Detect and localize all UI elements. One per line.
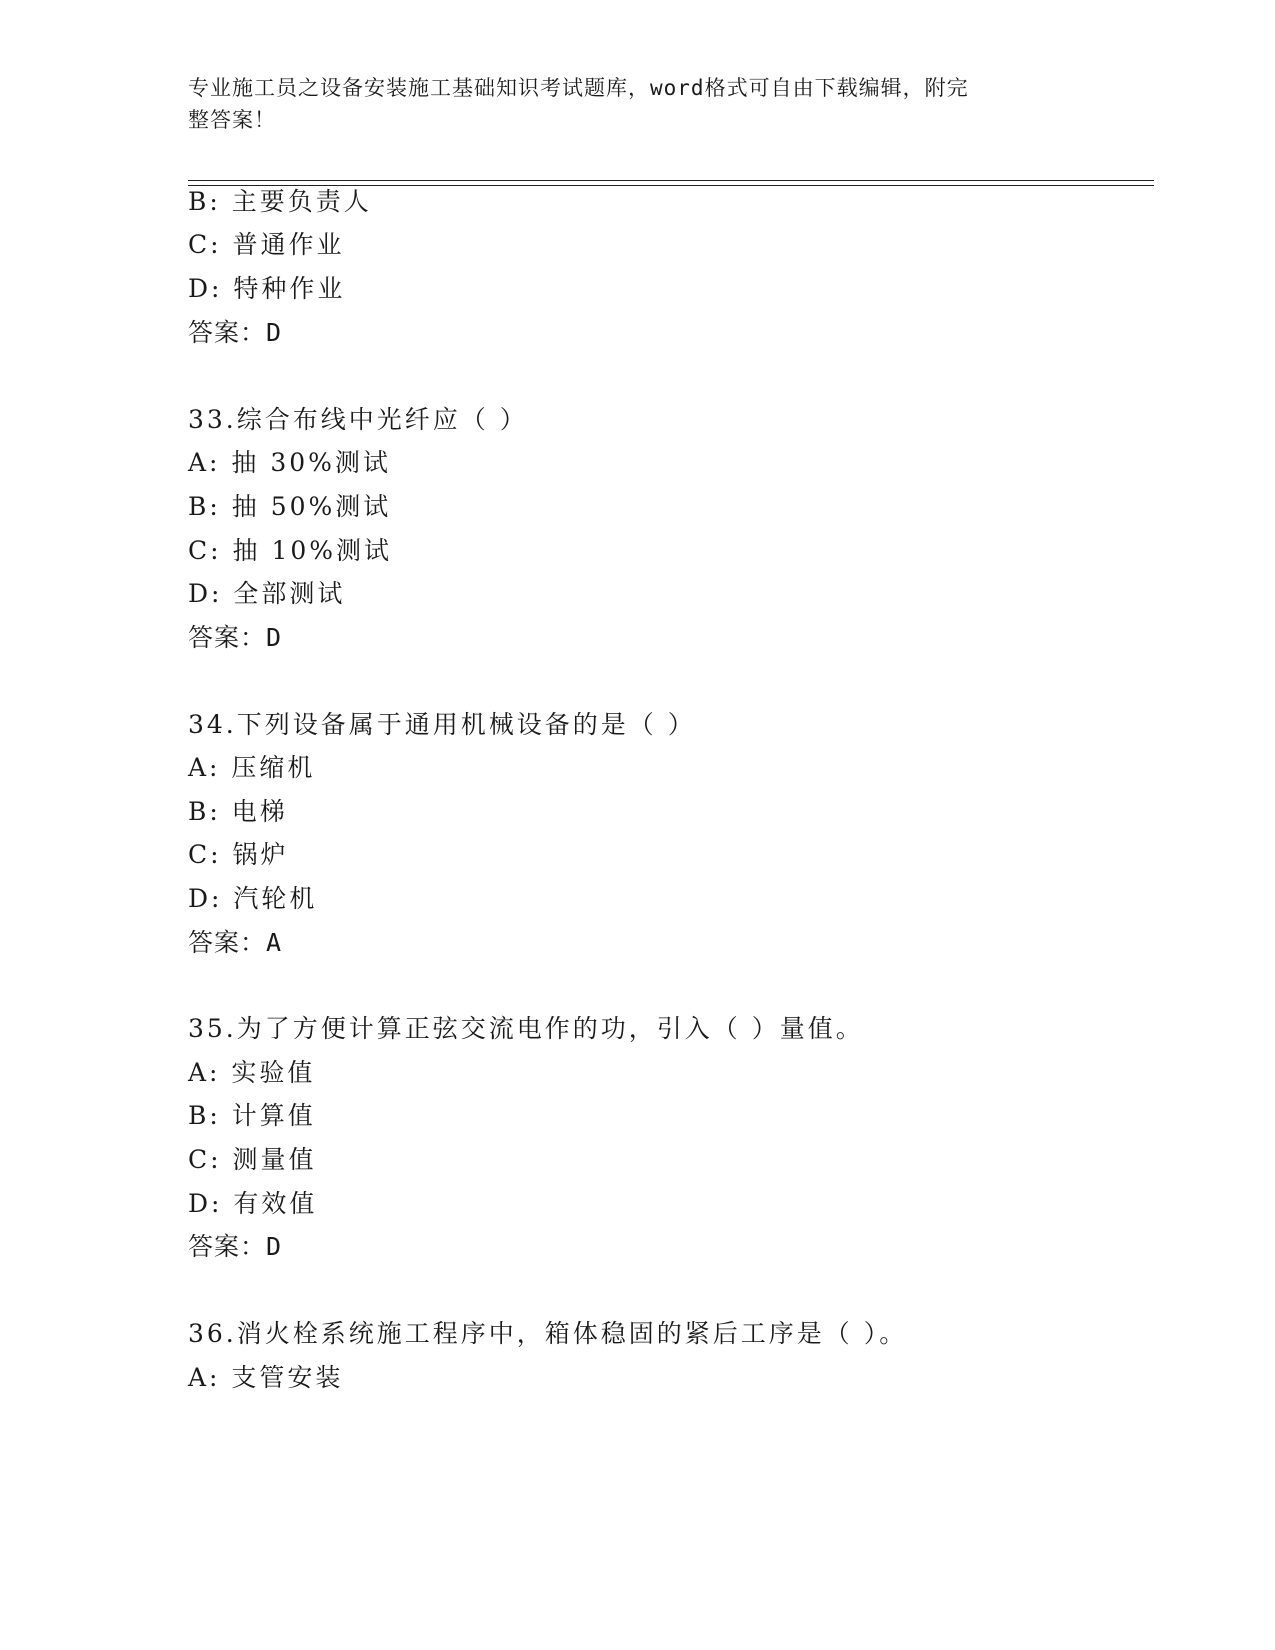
option-b: B: 电梯 — [188, 797, 288, 826]
option-a: A: 压缩机 — [188, 753, 316, 782]
answer-line: 答案：A — [188, 928, 283, 957]
option-c: C: 锅炉 — [188, 840, 289, 869]
option-d: D: 有效值 — [188, 1189, 318, 1218]
answer-line: 答案：D — [188, 623, 283, 652]
option-a: A: 抽 30%测试 — [188, 448, 391, 477]
question-35: 35.为了方便计算正弦交流电作的功，引入（ ）量值。 — [188, 1014, 864, 1043]
header-line-1: 专业施工员之设备安装施工基础知识考试题库，word格式可自由下载编辑，附完 — [188, 76, 969, 100]
option-c: C: 普通作业 — [188, 230, 345, 259]
option-b: B: 抽 50%测试 — [188, 492, 392, 521]
option-b: B: 计算值 — [188, 1101, 316, 1130]
answer-line: 答案：D — [188, 318, 283, 347]
option-a: A: 支管安装 — [188, 1363, 344, 1392]
option-d: D: 全部测试 — [188, 579, 346, 608]
option-c: C: 测量值 — [188, 1145, 317, 1174]
option-d: D: 汽轮机 — [188, 884, 318, 913]
option-c: C: 抽 10%测试 — [188, 536, 393, 565]
option-a: A: 实验值 — [188, 1058, 316, 1087]
answer-line: 答案：D — [188, 1232, 283, 1261]
question-34: 34.下列设备属于通用机械设备的是（ ） — [188, 710, 696, 739]
header-line-2: 整答案！ — [188, 108, 276, 132]
question-36: 36.消火栓系统施工程序中，箱体稳固的紧后工序是（ ）。 — [188, 1319, 908, 1348]
question-33: 33.综合布线中光纤应（ ） — [188, 405, 528, 434]
document-header — [188, 72, 1068, 136]
option-d: D: 特种作业 — [188, 274, 346, 303]
option-b: B: 主要负责人 — [188, 187, 372, 216]
header-divider-top — [188, 180, 1154, 181]
